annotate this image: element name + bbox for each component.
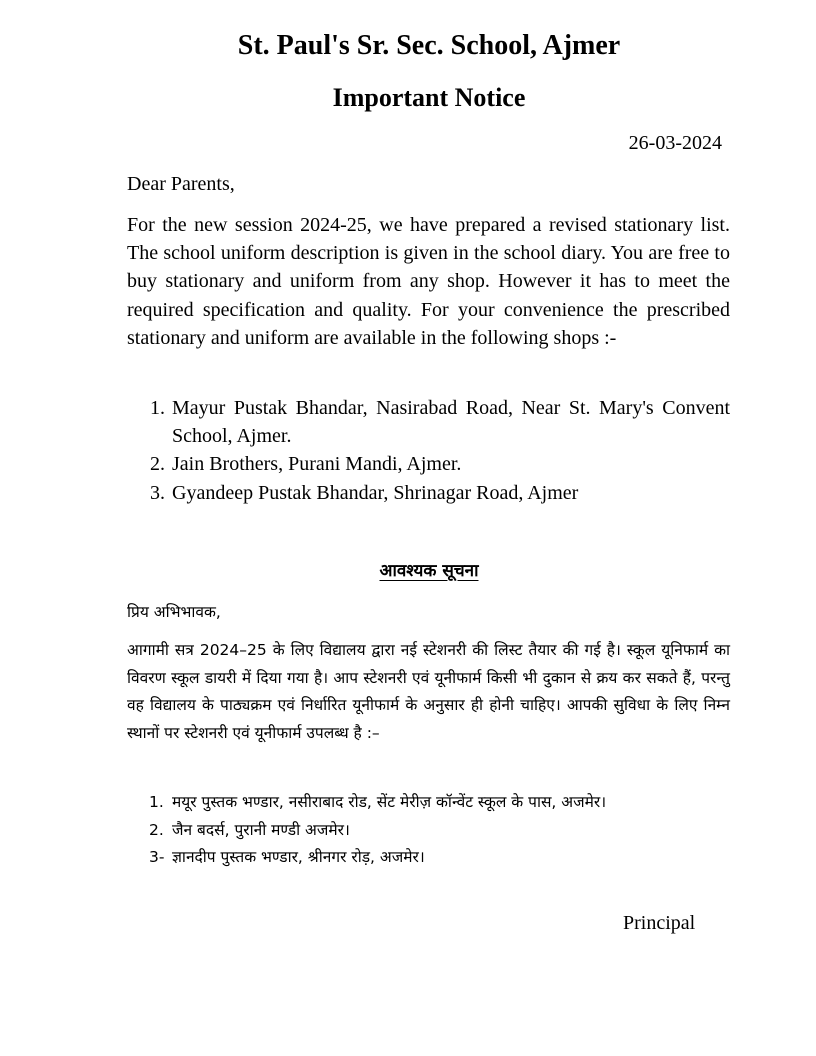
- list-number: 2.: [150, 453, 165, 476]
- shop-text: मयूर पुस्तक भण्डार, नसीराबाद रोड, सेंट मेरीज़ कॉन्वेंट स्कूल के पास, अजमेर।: [172, 793, 607, 811]
- shop-text: Gyandeep Pustak Bhandar, Shrinagar Road, Ajmer: [172, 481, 579, 504]
- list-item: [127, 479, 730, 507]
- shop-text: Jain Brothers, Purani Mandi, Ajmer.: [172, 453, 462, 476]
- list-number: 3-: [149, 848, 165, 866]
- shop-text: Mayur Pustak Bhandar, Nasirabad Road, Near St. Mary's Convent School, Ajmer.: [172, 397, 730, 448]
- list-item: [127, 394, 730, 450]
- list-item: [127, 817, 730, 845]
- list-number: 1.: [150, 397, 165, 419]
- hindi-body: आगामी सत्र 2024–25 के लिए विद्यालय द्वारा नई स्टेशनरी की लिस्ट तैयार की गई है। स्कूल यूनिफार्म का विवरण स्कूल डायरी में दिया गया है। आप स्टेशनरी एवं यूनीफार्म किसी भी दुकान से क्रय कर सकते हैं, परन्तु वह विद्यालय के पाठ्यक्रम एवं निर्धारित यूनीफार्म के अनुसार ही होनी चाहिए। आपकी सुविधा के लिए निम्न स्थानों पर स्टेशनरी एवं यूनीफार्म उपलब्ध है :–: [127, 641, 730, 742]
- list-number: 3.: [150, 481, 165, 504]
- list-number: 1.: [149, 793, 164, 811]
- shop-text: ज्ञानदीप पुस्तक भण्डार, श्रीनगर रोड़, अजमेर।: [172, 848, 425, 866]
- hindi-title: आवश्यक सूचना: [379, 561, 479, 581]
- english-body: For the new session 2024-25, we have prepared a revised stationary list. The school uniform description is given in the school diary. You are free to buy stationary and uniform from any shop. However it has to meet the required specification and quality. For your convenience the prescribed stationary and uniform are available in the following shops :-: [127, 214, 730, 349]
- school-name: St. Paul's Sr. Sec. School, Ajmer: [237, 30, 621, 61]
- hindi-salutation: प्रिय अभिभावक,: [127, 603, 221, 621]
- hindi-shop-list: [127, 789, 730, 872]
- list-item: [127, 844, 730, 872]
- principal-signature: Principal: [623, 912, 696, 934]
- notice-title: Important Notice: [332, 83, 526, 112]
- english-shop-list: [127, 394, 730, 507]
- list-number: 2.: [149, 820, 164, 839]
- shop-text: जैन बदर्स, पुरानी मण्डी अजमेर।: [172, 820, 350, 839]
- list-item: [127, 789, 730, 817]
- list-item: [127, 450, 730, 478]
- english-salutation: Dear Parents,: [127, 173, 235, 195]
- notice-date: 26-03-2024: [628, 132, 722, 154]
